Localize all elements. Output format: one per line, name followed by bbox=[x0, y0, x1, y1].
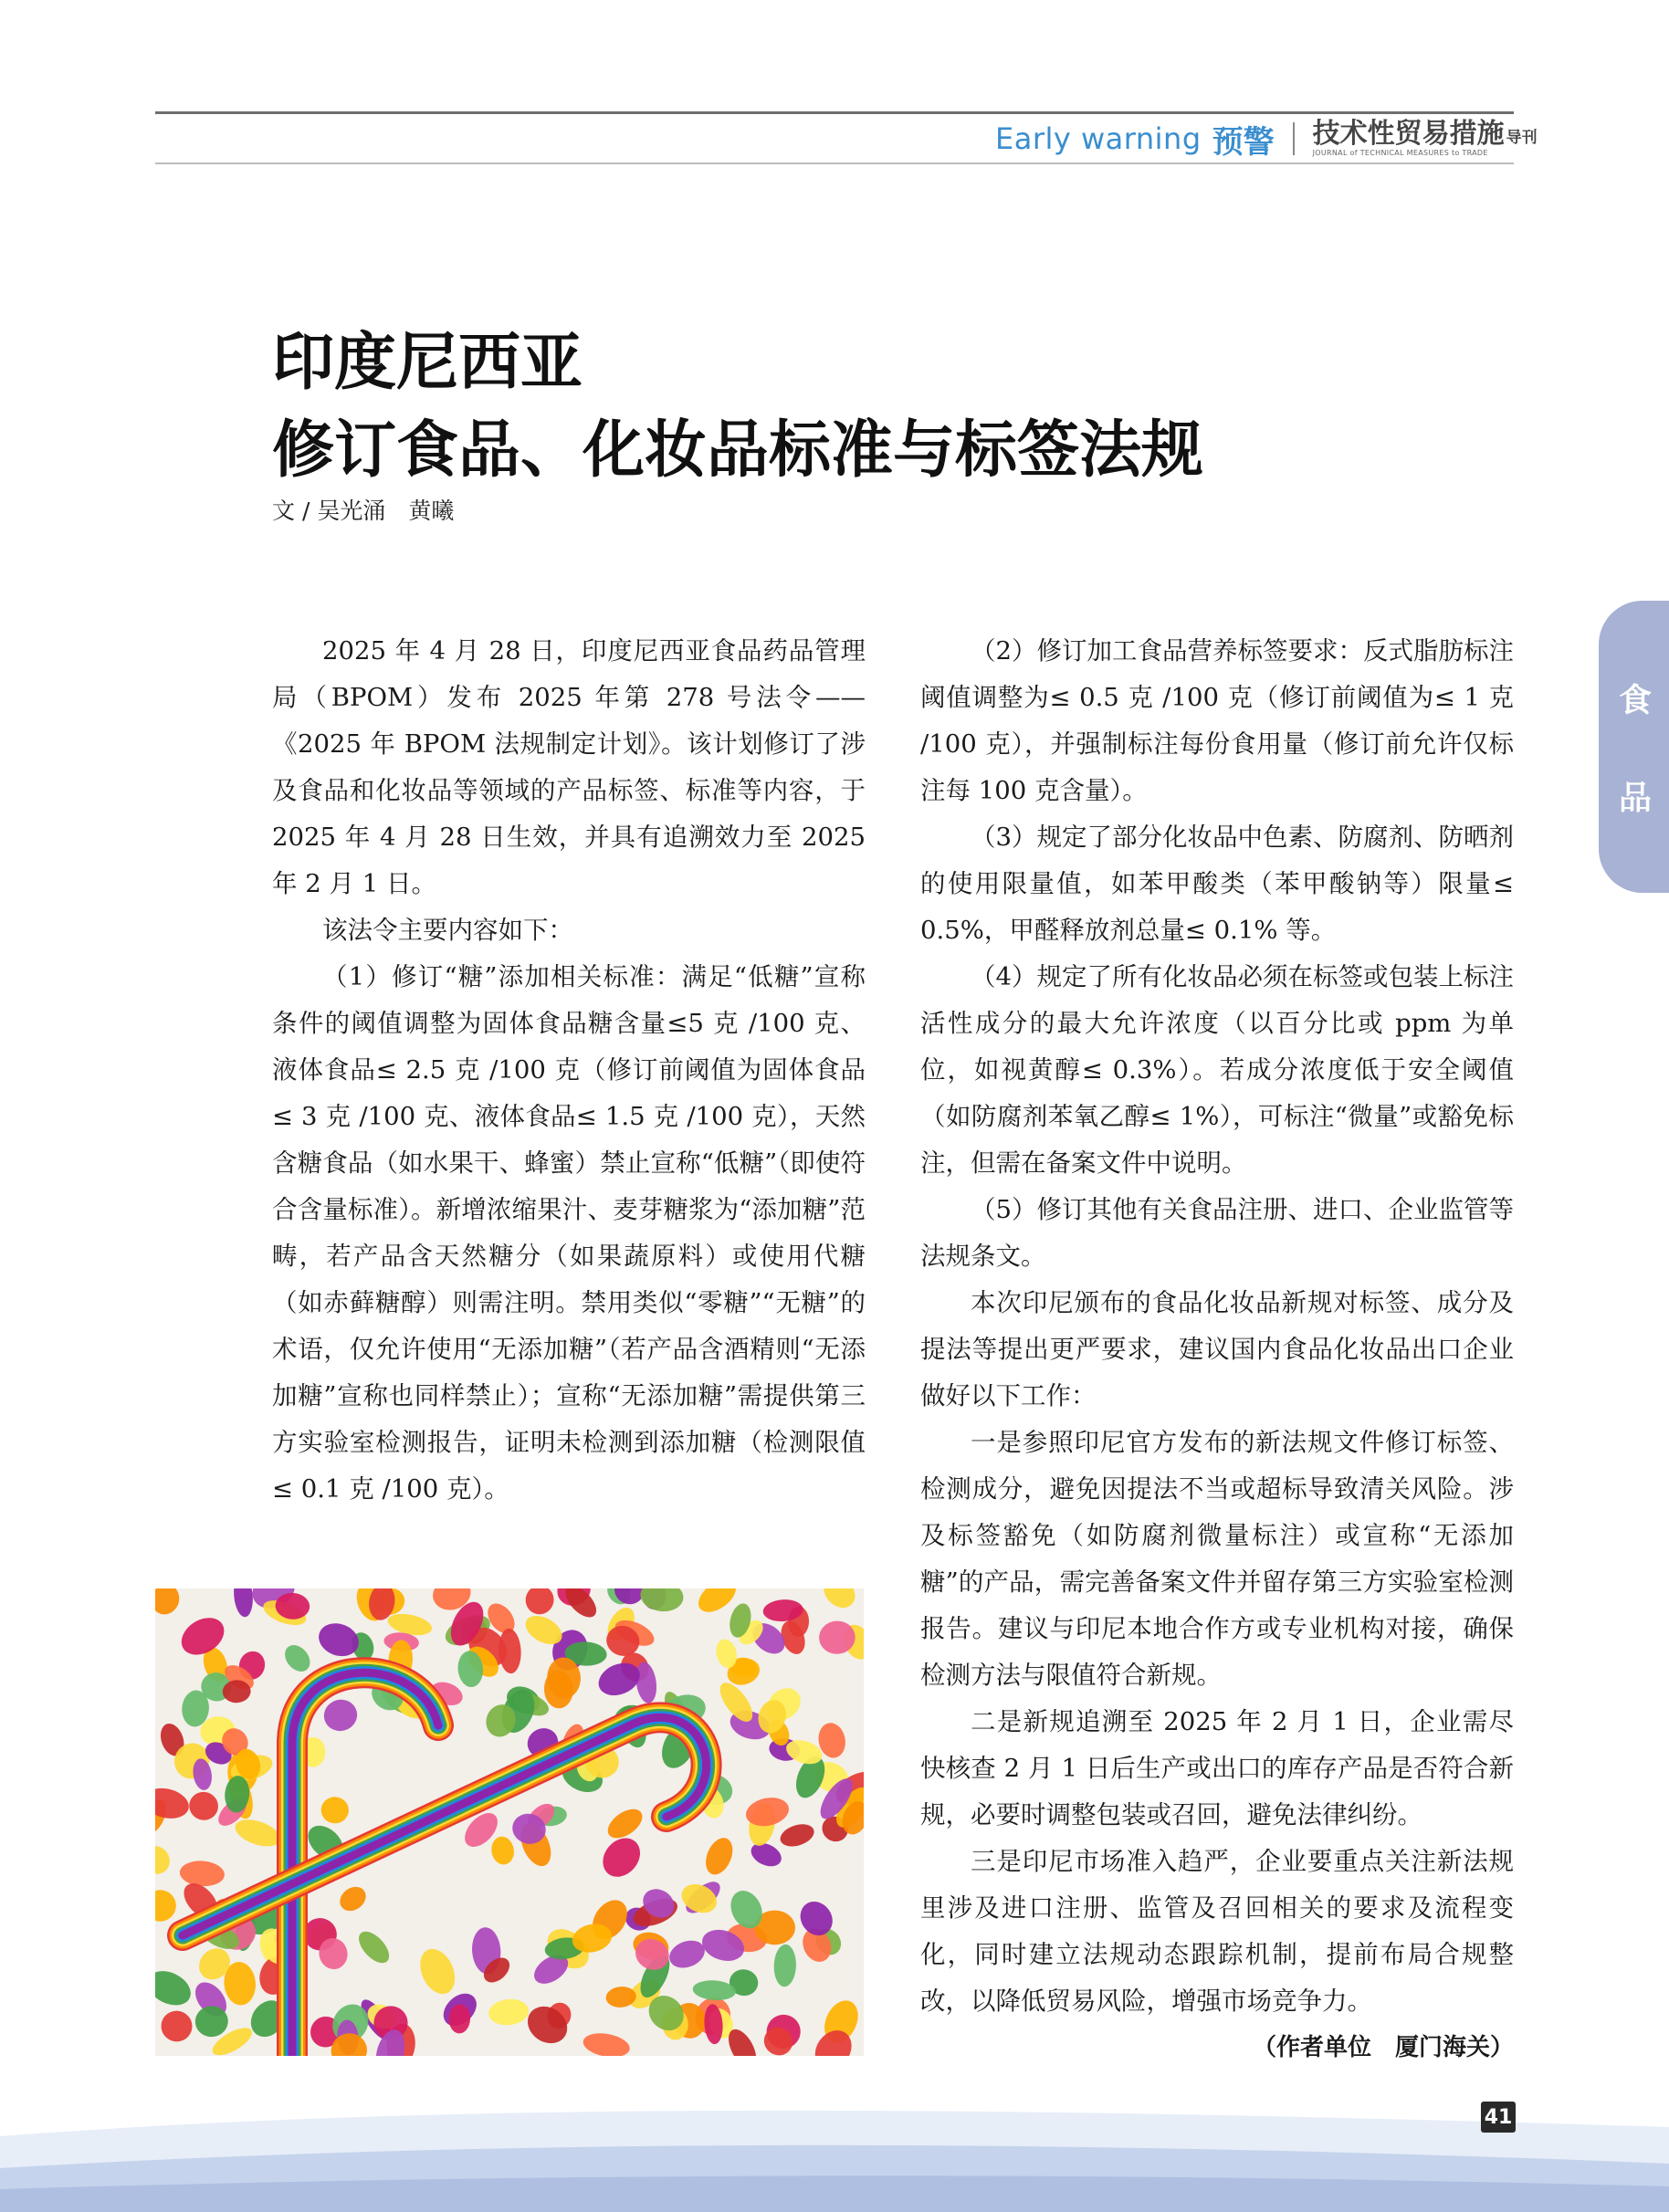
paragraph: （2）修订加工食品营养标签要求：反式脂肪标注阈值调整为≤ 0.5 克 /100 克（修订前阈值为≤ 1 克 /100 克），并强制标注每份食用量（修订前允许仅标注每 100 克含量）。 bbox=[920, 636, 1514, 805]
footer-wave bbox=[0, 2100, 1669, 2212]
paragraph: 该法令主要内容如下： bbox=[322, 916, 573, 945]
page-number: 41 bbox=[1481, 2102, 1516, 2133]
header-rule-bottom bbox=[155, 162, 1514, 164]
paragraph: 二是新规追溯至 2025 年 2 月 1 日，企业需尽快核查 2 月 1 日后生产或出口的库存产品是否符合新规，必要时调整包装或召回，避免法律纠纷。 bbox=[920, 1707, 1514, 1829]
candy-illustration bbox=[155, 1588, 864, 2056]
title-line-2: 修订食品、化妆品标准与标签法规 bbox=[272, 414, 1204, 487]
paragraph: （3）规定了部分化妆品中色素、防腐剂、防晒剂的使用限量值，如苯甲酸类（苯甲酸钠等）限量≤ 0.5%，甲醛释放剂总量≤ 0.1% 等。 bbox=[920, 823, 1514, 945]
article-title bbox=[272, 320, 1203, 495]
header-divider bbox=[1293, 122, 1295, 155]
section-side-tab bbox=[1599, 601, 1669, 893]
section-label-zh: 预警 bbox=[1212, 123, 1275, 161]
running-header bbox=[995, 117, 1538, 161]
candy-photo bbox=[155, 1588, 864, 2056]
paragraph: 本次印尼颁布的食品化妆品新规对标签、成分及提法等提出更严要求，建议国内食品化妆品出口企业做好以下工作： bbox=[920, 1288, 1514, 1410]
paragraph: （1）修订“糖”添加相关标准：满足“低糖”宣称条件的阈值调整为固体食品糖含量≤5 克 /100 克、液体食品≤ 2.5 克 /100 克（修订前阈值为固体食品≤ 3 克 /100 克、液体食品≤ 1.5 克 /100 克），天然含糖食品（如水果干、蜂蜜）禁止宣称“低糖”（即使符合含量标准）。新增浓缩果汁、麦芽糖浆为“添加糖”范畴，若产品含天然糖分（如果蔬原料）或使用代糖（如赤藓糖醇）则需注明。禁用类似“零糖”“无糖”的术语，仅允许使用“无添加糖”（若产品含酒精则“无添加糖”宣称也同样禁止）；宣称“无添加糖”需提供第三方实验室检测报告，证明未检测到添加糖（检测限值≤ 0.1 克 /100 克）。 bbox=[272, 962, 866, 1504]
paragraph: （5）修订其他有关食品注册、进口、企业监管等法规条文。 bbox=[920, 1195, 1514, 1271]
paragraph: 三是印尼市场准入趋严，企业要重点关注新法规里涉及进口注册、监管及召回相关的要求及流程变化，同时建立法规动态跟踪机制，提前布局合规整改，以降低贸易风险，增强市场竞争力。 bbox=[920, 1847, 1514, 2016]
side-tab-char: 食 bbox=[1618, 682, 1652, 719]
header-rule-top bbox=[155, 111, 1514, 114]
left-column bbox=[272, 628, 866, 1513]
journal-suffix: 导刊 bbox=[1506, 129, 1538, 147]
author-affiliation: （作者单位 厦门海关） bbox=[1252, 2034, 1514, 2061]
paragraph: 一是参照印尼官方发布的新法规文件修订标签、检测成分，避免因提法不当或超标导致清关风险。涉及标签豁免（如防腐剂微量标注）或宣称“无添加糖”的产品，需完善备案文件并留存第三方实验室检测报告。建议与印尼本地合作方或专业机构对接，确保检测方法与限值符合新规。 bbox=[920, 1428, 1514, 1690]
journal-logo bbox=[1312, 118, 1538, 157]
title-line-1: 印度尼西亚 bbox=[272, 327, 583, 399]
paragraph: 2025 年 4 月 28 日，印度尼西亚食品药品管理局（BPOM）发布 2025 年第 278 号法令——《2025 年 BPOM 法规制定计划》。该计划修订了涉及食品和化妆品等领域的产品标签、标准等内容，于 2025 年 4 月 28 日生效，并具有追溯效力至 2025 年 2 月 1 日。 bbox=[272, 636, 866, 898]
side-tab-char: 品 bbox=[1618, 780, 1652, 817]
byline: 文 / 吴光涌 黄曦 bbox=[272, 498, 455, 524]
section-label-en: Early warning bbox=[995, 121, 1202, 156]
journal-name-en: JOURNAL of TECHNICAL MEASURES to TRADE bbox=[1312, 149, 1488, 157]
right-column bbox=[920, 628, 1514, 2071]
journal-name: 技术性贸易措施 bbox=[1312, 118, 1505, 150]
paragraph: （4）规定了所有化妆品必须在标签或包装上标注活性成分的最大允许浓度（以百分比或 ppm 为单位，如视黄醇≤ 0.3%）。若成分浓度低于安全阈值（如防腐剂苯氧乙醇≤ 1%），可标注“微量”或豁免标注，但需在备案文件中说明。 bbox=[920, 962, 1514, 1178]
